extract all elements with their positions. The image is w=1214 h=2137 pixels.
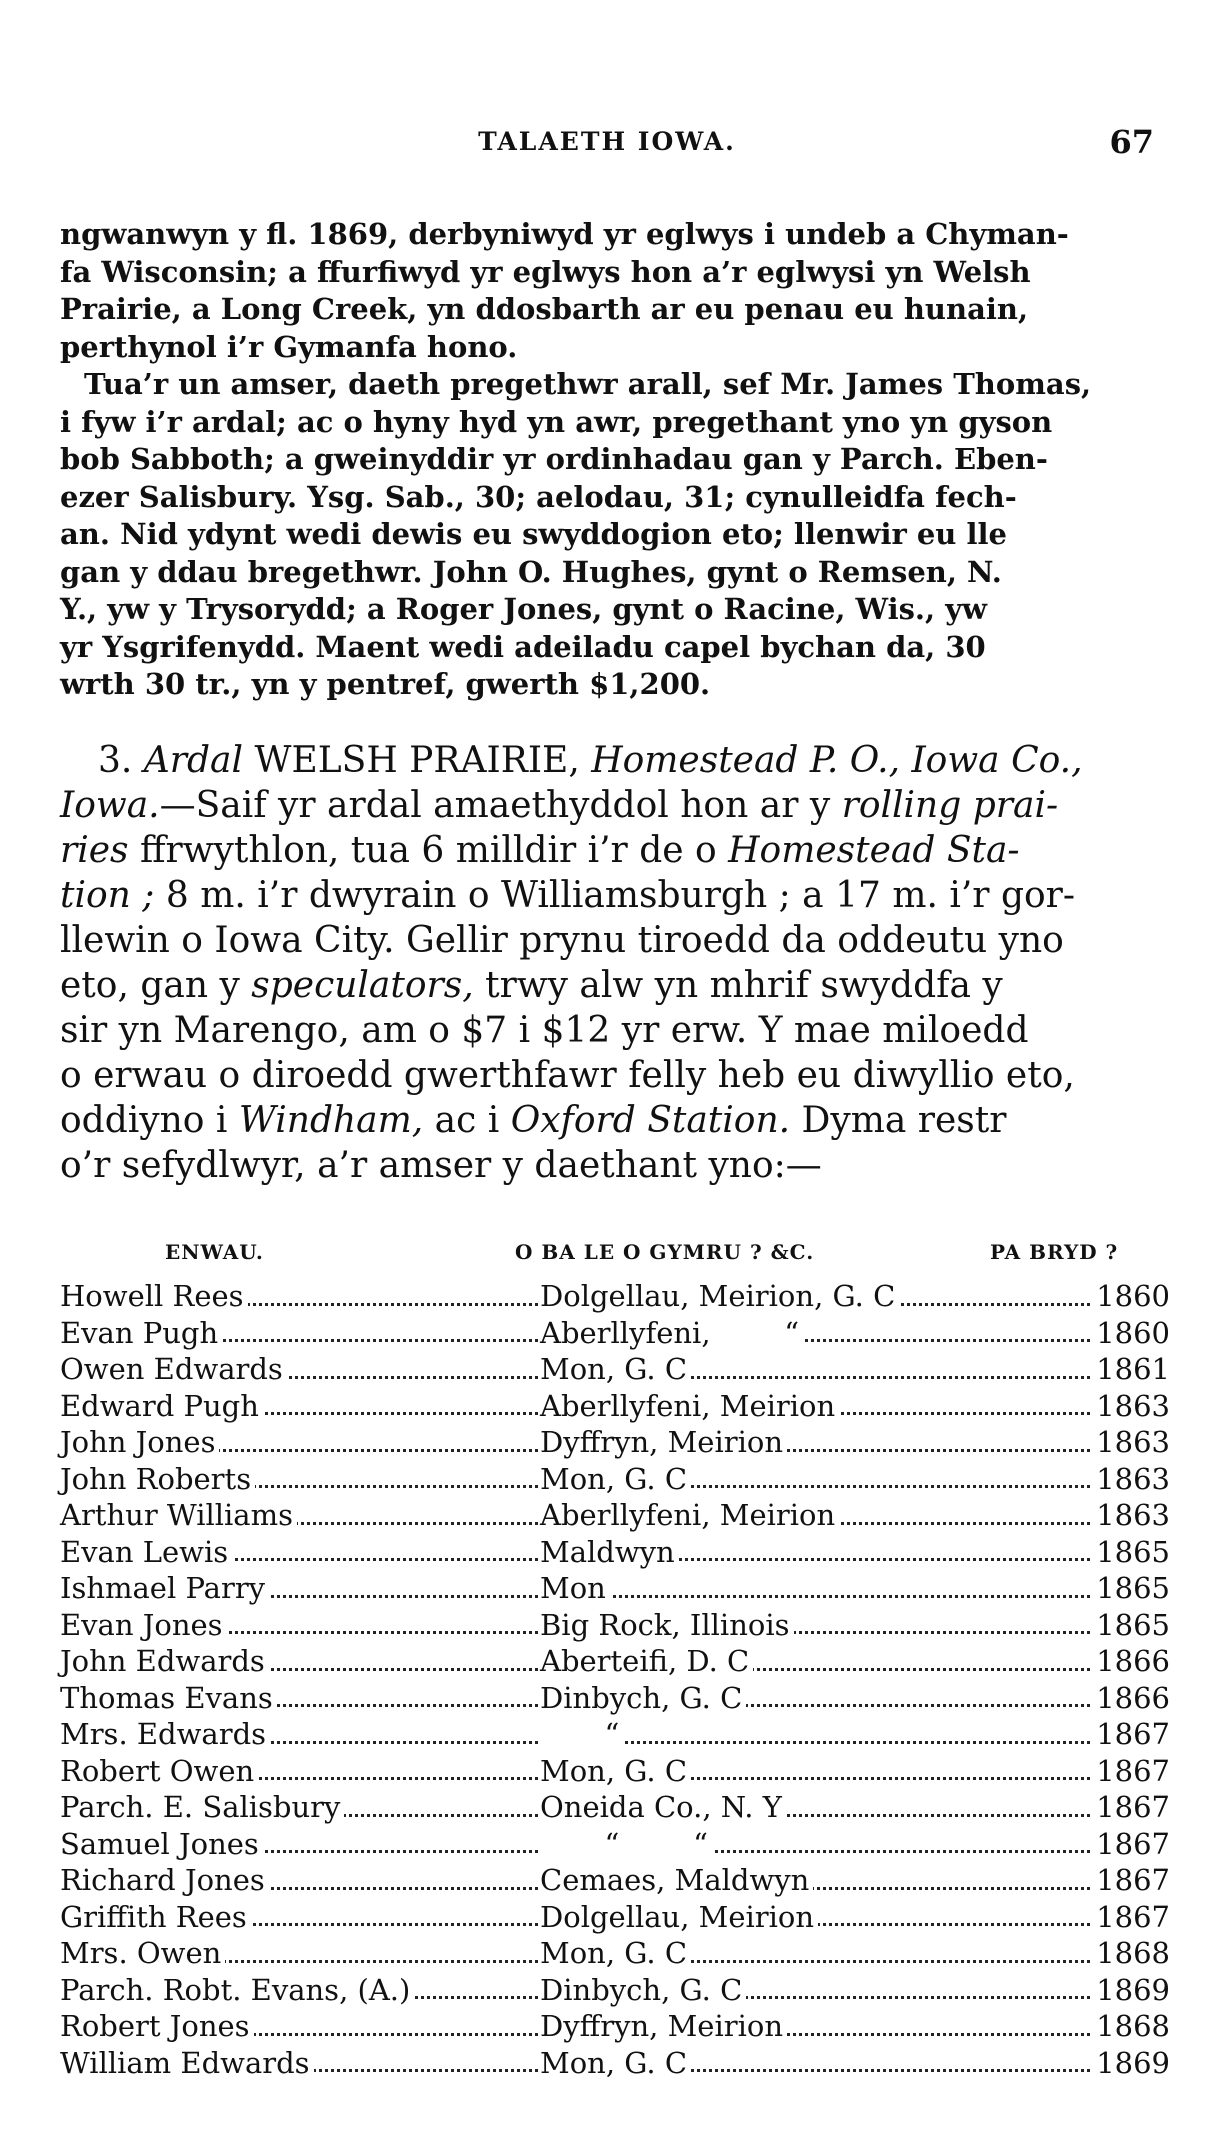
settler-origin: Mon, G. C	[538, 1351, 691, 1388]
settler-origin: Oneida Co., N. Y	[538, 1789, 786, 1826]
table-row	[60, 1789, 1170, 1826]
italic-text: speculators,	[251, 965, 474, 1006]
text-line: ngwanwyn y fl. 1869, derbyniwyd yr eglwys i undeb a Chyman-	[60, 217, 1069, 251]
text-line: o erwau o diroedd gwerthfawr felly heb eu diwyllio eto,	[60, 1055, 1075, 1096]
table-row	[60, 1862, 1170, 1899]
settler-origin: Maldwyn	[538, 1534, 679, 1571]
section-heading-line	[60, 738, 1154, 783]
text-line: bob Sabboth; a gweinyddir yr ordinhadau gan y Parch. Eben-	[60, 442, 1048, 476]
settler-name: John Jones	[60, 1424, 219, 1461]
paragraph-eglwys-undeb	[60, 216, 1154, 366]
table-row	[60, 1424, 1170, 1461]
settler-origin: Dyffryn, Meirion	[538, 1424, 787, 1461]
settler-name: Ishmael Parry	[60, 1570, 269, 1607]
settlers-table	[60, 1278, 1170, 2081]
text-line	[60, 828, 1154, 873]
settler-origin: Mon, G. C	[538, 1935, 691, 1972]
column-header-names: ENWAU.	[165, 1240, 264, 1264]
text-line: o’r sefydlwyr, a’r amser y daethant yno:—	[60, 1145, 822, 1186]
settler-name: Edward Pugh	[60, 1388, 263, 1425]
settler-year: 1867	[1092, 1716, 1170, 1753]
settler-origin: Dinbych, G. C	[538, 1680, 746, 1717]
section-ardal: Ardal	[143, 740, 244, 781]
settler-origin: Dolgellau, Meirion, G. C	[538, 1278, 899, 1315]
settler-name: Howell Rees	[60, 1278, 248, 1315]
settler-year: 1860	[1092, 1315, 1170, 1352]
text-line: sir yn Marengo, am o $7 i $12 yr erw. Y mae miloedd	[60, 1010, 1029, 1051]
text-span: ac i	[423, 1100, 511, 1141]
settler-year: 1863	[1092, 1424, 1170, 1461]
page-header	[60, 120, 1154, 164]
settler-year: 1867	[1092, 1826, 1170, 1863]
table-row	[60, 1826, 1170, 1863]
table-row	[60, 1351, 1170, 1388]
settler-origin: “ “	[538, 1826, 712, 1863]
text-span: eto, gan y	[60, 965, 252, 1006]
settler-name: Robert Owen	[60, 1753, 258, 1790]
settler-name: Evan Lewis	[60, 1534, 232, 1571]
table-row	[60, 1680, 1170, 1717]
italic-text: rolling prai-	[841, 785, 1059, 826]
table-row	[60, 2045, 1170, 2082]
text-line	[60, 1098, 1154, 1143]
settler-year: 1865	[1092, 1607, 1170, 1644]
settler-origin: Aberllyfeni, Meirion	[538, 1497, 839, 1534]
text-span: trwy alw yn mhrif swyddfa y	[473, 965, 1003, 1006]
text-line: fa Wisconsin; a ffurfiwyd yr eglwys hon a’r eglwysi yn Welsh	[60, 254, 1031, 289]
settler-year: 1863	[1092, 1388, 1170, 1425]
text-line	[60, 963, 1154, 1008]
settler-year: 1866	[1092, 1680, 1170, 1717]
settler-year: 1867	[1092, 1789, 1170, 1826]
section-place-name: WELSH PRAIRIE,	[243, 740, 592, 781]
settler-name: John Edwards	[60, 1643, 269, 1680]
text-line: i fyw i’r ardal; ac o hyny hyd yn awr, pregethant yno yn gyson	[60, 404, 1053, 439]
text-line: an. Nid ydynt wedi dewis eu swyddogion eto; llenwir eu lle	[60, 517, 1007, 551]
settler-name: John Roberts	[60, 1461, 255, 1498]
settler-year: 1866	[1092, 1643, 1170, 1680]
table-row	[60, 1388, 1170, 1425]
table-row	[60, 1497, 1170, 1534]
table-row	[60, 1899, 1170, 1936]
text-line: Prairie, a Long Creek, yn ddosbarth ar eu penau eu hunain,	[60, 292, 1029, 326]
text-line: ezer Salisbury. Ysg. Sab., 30; aelodau, 31; cynulleidfa fech-	[60, 479, 1017, 514]
settler-origin: Mon	[538, 1570, 610, 1607]
text-line: perthynol i’r Gymanfa hono.	[60, 329, 518, 364]
settler-name: Parch. Robt. Evans, (A.)	[60, 1972, 414, 2009]
settler-year: 1869	[1092, 2045, 1170, 2082]
settler-name: Parch. E. Salisbury	[60, 1789, 344, 1826]
italic-text: Windham,	[238, 1100, 424, 1141]
text-line: gan y ddau bregethwr. John O. Hughes, gynt o Remsen, N.	[60, 554, 1002, 589]
settler-name: Samuel Jones	[60, 1826, 263, 1863]
settler-origin: Mon, G. C	[538, 1753, 691, 1790]
italic-text: Iowa.	[60, 785, 160, 826]
settler-name: Robert Jones	[60, 2008, 254, 2045]
settler-origin: Dolgellau, Meirion	[538, 1899, 818, 1936]
settler-year: 1865	[1092, 1534, 1170, 1571]
column-header-origin: O BA LE O GYMRU ? &C.	[515, 1240, 815, 1264]
settler-name: Thomas Evans	[60, 1680, 277, 1717]
settler-origin: Dyffryn, Meirion	[538, 2008, 787, 2045]
table-row	[60, 2008, 1170, 2045]
table-row	[60, 1315, 1170, 1352]
settler-name: Mrs. Edwards	[60, 1716, 270, 1753]
settler-origin: Cemaes, Maldwyn	[538, 1862, 813, 1899]
text-span: 8 m. i’r dwyrain o Williamsburgh ; a 17 m. i’r gor-	[154, 875, 1076, 916]
table-row	[60, 1461, 1170, 1498]
text-span: Dyma restr	[790, 1100, 1007, 1141]
table-row	[60, 1716, 1170, 1753]
settler-year: 1868	[1092, 2008, 1170, 2045]
table-row	[60, 1972, 1170, 2009]
italic-text: Homestead Sta-	[728, 830, 1020, 871]
settler-origin: Mon, G. C	[538, 2045, 691, 2082]
table-row	[60, 1570, 1170, 1607]
settler-name: William Edwards	[60, 2045, 314, 2082]
settler-name: Evan Pugh	[60, 1315, 222, 1352]
table-column-headers	[0, 1240, 1214, 1270]
settler-year: 1868	[1092, 1935, 1170, 1972]
text-line: yr Ysgrifenydd. Maent wedi adeiladu capel bychan da, 30	[60, 629, 986, 664]
section-welsh-prairie	[60, 738, 1154, 1188]
text-line: llewin o Iowa City. Gellir prynu tiroedd da oddeutu yno	[60, 920, 1064, 961]
settler-year: 1863	[1092, 1497, 1170, 1534]
text-line	[60, 783, 1154, 828]
table-row	[60, 1278, 1170, 1315]
text-span: —Saif yr ardal amaethyddol hon ar y	[159, 785, 842, 826]
text-span: ffrwythlon, tua 6 milldir i’r de o	[128, 830, 729, 871]
column-header-when: PA BRYD ?	[990, 1240, 1119, 1264]
settler-name: Arthur Williams	[60, 1497, 297, 1534]
table-row	[60, 1607, 1170, 1644]
italic-text: tion ;	[60, 875, 155, 916]
italic-text: Oxford Station.	[510, 1100, 791, 1141]
settler-origin: Mon, G. C	[538, 1461, 691, 1498]
text-line: Tua’r un amser, daeth pregethwr arall, sef Mr. James Thomas,	[84, 367, 1092, 401]
settler-year: 1869	[1092, 1972, 1170, 2009]
text-line: wrth 30 tr., yn y pentref, gwerth $1,200.	[60, 667, 711, 701]
table-row	[60, 1935, 1170, 1972]
table-row	[60, 1534, 1170, 1571]
text-line	[60, 873, 1154, 918]
section-post-office: Homestead P. O., Iowa Co.,	[591, 740, 1083, 781]
settler-year: 1860	[1092, 1278, 1170, 1315]
text-span: oddiyno i	[60, 1100, 239, 1141]
section-number: 3.	[98, 740, 144, 781]
settler-year: 1867	[1092, 1753, 1170, 1790]
settler-origin: Dinbych, G. C	[538, 1972, 746, 2009]
text-line: Y., yw y Trysorydd; a Roger Jones, gynt o Racine, Wis., yw	[60, 592, 988, 626]
running-head: TALAETH IOWA.	[478, 127, 736, 156]
italic-text: ries	[60, 830, 129, 871]
table-row	[60, 1753, 1170, 1790]
settler-year: 1861	[1092, 1351, 1170, 1388]
settler-origin: Aberteifi, D. C	[538, 1643, 753, 1680]
settler-name: Mrs. Owen	[60, 1935, 225, 1972]
settler-origin: Aberllyfeni, “	[538, 1315, 803, 1352]
settler-origin: Aberllyfeni, Meirion	[538, 1388, 839, 1425]
table-row	[60, 1643, 1170, 1680]
settler-name: Griffith Rees	[60, 1899, 251, 1936]
settler-name: Richard Jones	[60, 1862, 269, 1899]
settler-origin: Big Rock, Illinois	[538, 1607, 794, 1644]
settler-origin: “	[538, 1716, 623, 1753]
settler-name: Owen Edwards	[60, 1351, 287, 1388]
paragraph-pregethwr	[60, 366, 1154, 704]
page-number: 67	[1109, 123, 1154, 161]
settler-year: 1867	[1092, 1899, 1170, 1936]
settler-name: Evan Jones	[60, 1607, 227, 1644]
settler-year: 1863	[1092, 1461, 1170, 1498]
settler-year: 1865	[1092, 1570, 1170, 1607]
settler-year: 1867	[1092, 1862, 1170, 1899]
